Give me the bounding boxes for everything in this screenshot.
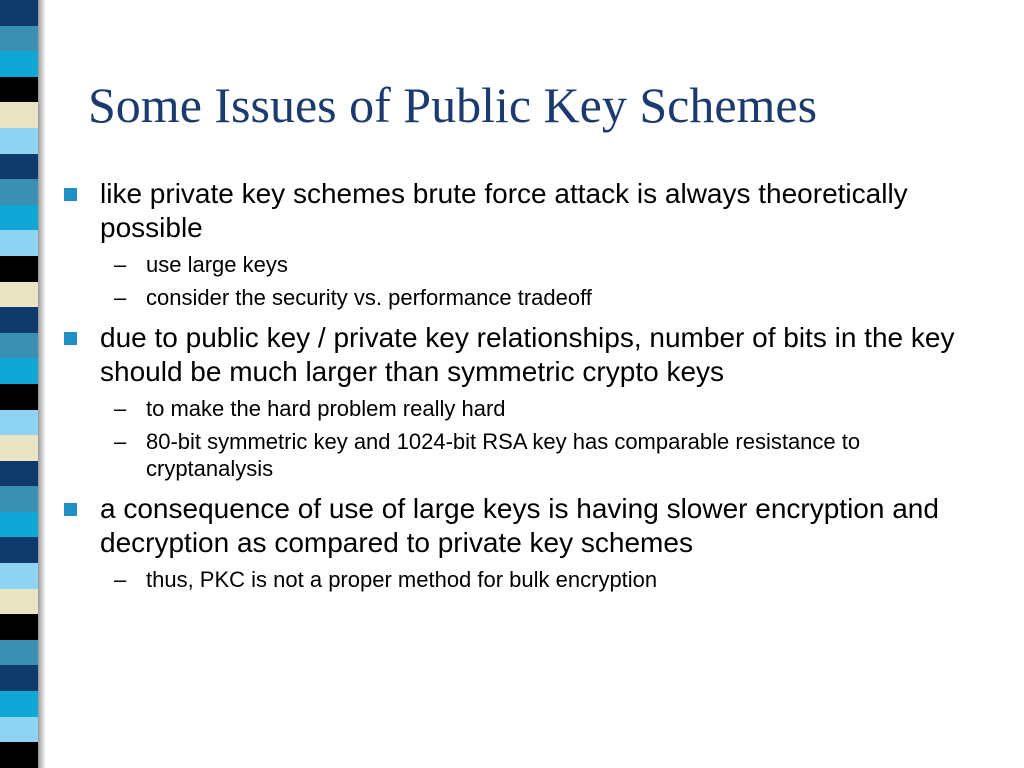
stripe-block bbox=[0, 26, 38, 52]
stripe-block bbox=[0, 384, 38, 410]
dash-icon: – bbox=[114, 252, 127, 277]
stripe-block bbox=[0, 333, 38, 359]
bullet-text: due to public key / private key relationships, number of bits in the key should be much larger than symmetric crypto keys bbox=[100, 322, 955, 387]
stripe-block bbox=[0, 154, 38, 180]
sub-bullet-2-2 bbox=[62, 428, 962, 482]
square-bullet-icon bbox=[64, 503, 77, 516]
bullet-point-1 bbox=[62, 177, 962, 245]
stripe-block bbox=[0, 512, 38, 538]
stripe-block bbox=[0, 102, 38, 128]
sub-bullet-1-2 bbox=[62, 284, 962, 311]
sub-bullet-3-1 bbox=[62, 566, 962, 593]
stripe-block bbox=[0, 282, 38, 308]
stripe-block bbox=[0, 563, 38, 589]
decorative-side-stripe bbox=[0, 0, 42, 768]
stripe-block bbox=[0, 51, 38, 77]
sub-bullet-2-1 bbox=[62, 395, 962, 422]
stripe-block bbox=[0, 128, 38, 154]
dash-icon: – bbox=[114, 429, 127, 454]
stripe-block bbox=[0, 307, 38, 333]
square-bullet-icon bbox=[64, 332, 77, 345]
sub-bullet-text: 80-bit symmetric key and 1024-bit RSA key has comparable resistance to cryptanalysis bbox=[146, 429, 861, 481]
stripe-block bbox=[0, 179, 38, 205]
dash-icon: – bbox=[114, 285, 127, 310]
stripe-block bbox=[0, 77, 38, 103]
dash-icon: – bbox=[114, 567, 127, 592]
stripe-block bbox=[0, 410, 38, 436]
stripe-blocks bbox=[0, 0, 38, 768]
bullet-text: like private key schemes brute force attack is always theoretically possible bbox=[100, 178, 908, 243]
slide-body bbox=[62, 177, 962, 593]
stripe-block bbox=[0, 614, 38, 640]
stripe-block bbox=[0, 640, 38, 666]
stripe-block bbox=[0, 486, 38, 512]
stripe-block bbox=[0, 691, 38, 717]
slide-title: Some Issues of Public Key Schemes bbox=[88, 77, 818, 133]
bullet-point-3 bbox=[62, 492, 962, 560]
sub-bullet-text: to make the hard problem really hard bbox=[146, 396, 506, 421]
stripe-block bbox=[0, 537, 38, 563]
stripe-block bbox=[0, 717, 38, 743]
stripe-block bbox=[0, 230, 38, 256]
stripe-block bbox=[0, 435, 38, 461]
bullet-point-2 bbox=[62, 321, 962, 389]
stripe-block bbox=[0, 0, 38, 26]
stripe-block bbox=[0, 358, 38, 384]
sub-bullet-text: consider the security vs. performance tradeoff bbox=[146, 285, 592, 310]
dash-icon: – bbox=[114, 396, 127, 421]
stripe-block bbox=[0, 589, 38, 615]
sub-bullet-text: use large keys bbox=[146, 252, 288, 277]
stripe-shadow bbox=[38, 0, 46, 768]
stripe-block bbox=[0, 665, 38, 691]
stripe-block bbox=[0, 256, 38, 282]
stripe-block bbox=[0, 461, 38, 487]
stripe-block bbox=[0, 742, 38, 768]
bullet-text: a consequence of use of large keys is having slower encryption and decryption as compared to private key schemes bbox=[100, 493, 939, 558]
sub-bullet-text: thus, PKC is not a proper method for bulk encryption bbox=[146, 567, 658, 592]
sub-bullet-1-1 bbox=[62, 251, 962, 278]
square-bullet-icon bbox=[64, 188, 77, 201]
stripe-block bbox=[0, 205, 38, 231]
